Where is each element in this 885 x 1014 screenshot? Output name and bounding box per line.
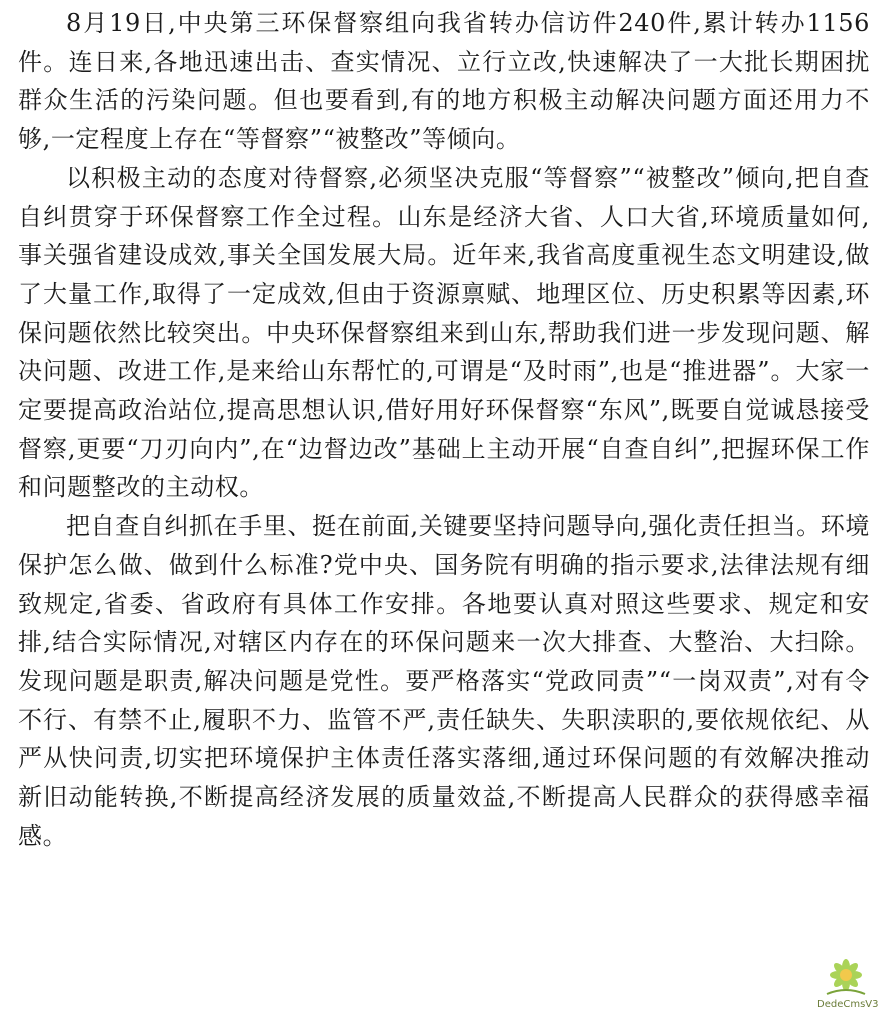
paragraph-2: 以积极主动的态度对待督察,必须坚决克服“等督察”“被整改”倾向,把自查自纠贯穿于环保督察工作全过程。山东是经济大省、人口大省,环境质量如何,事关强省建设成效,事关全国发展大局。近年来,我省高度重视生态文明建设,做了大量工作,取得了一定成效,但由于资源禀赋、地理区位、历史积累等因素,环保问题依然比较突出。中央环保督察组来到山东,帮助我们进一步发现问题、解决问题、改进工作,是来给山东帮忙的,可谓是“及时雨”,也是“推进器”。大家一定要提高政治站位,提高思想认识,借好用好环保督察“东风”,既要自觉诚恳接受督察,更要“刀刃向内”,在“边督边改”基础上主动开展“自查自纠”,把握环保工作和问题整改的主动权。 [18, 163, 870, 502]
paragraph-1: 8月19日,中央第三环保督察组向我省转办信访件240件,累计转办1156件。连日来,各地迅速出击、查实情况、立行立改,快速解决了一大批长期困扰群众生活的污染问题。但也要看到,有的地方积极主动解决问题方面还用力不够,一定程度上存在“等督察”“被整改”等倾向。 [18, 9, 870, 154]
article-body [18, 4, 870, 855]
dedecms-watermark [817, 958, 879, 1010]
flower-logo-icon [817, 958, 875, 998]
paragraph-3: 把自查自纠抓在手里、挺在前面,关键要坚持问题导向,强化责任担当。环境保护怎么做、做到什么标准?党中央、国务院有明确的指示要求,法律法规有细致规定,省委、省政府有具体工作安排。各地要认真对照这些要求、规定和安排,结合实际情况,对辖区内存在的环保问题来一次大排查、大整治、大扫除。发现问题是职责,解决问题是党性。要严格落实“党政同责”“一岗双责”,对有令不行、有禁不止,履职不力、监管不严,责任缺失、失职渎职的,要依规依纪、从严从快问责,切实把环境保护主体责任落实落细,通过环保问题的有效解决推动新旧动能转换,不断提高经济发展的质量效益,不断提高人民群众的获得感幸福感。 [18, 512, 870, 850]
watermark-text: DedeCmsV3 [817, 999, 879, 1010]
